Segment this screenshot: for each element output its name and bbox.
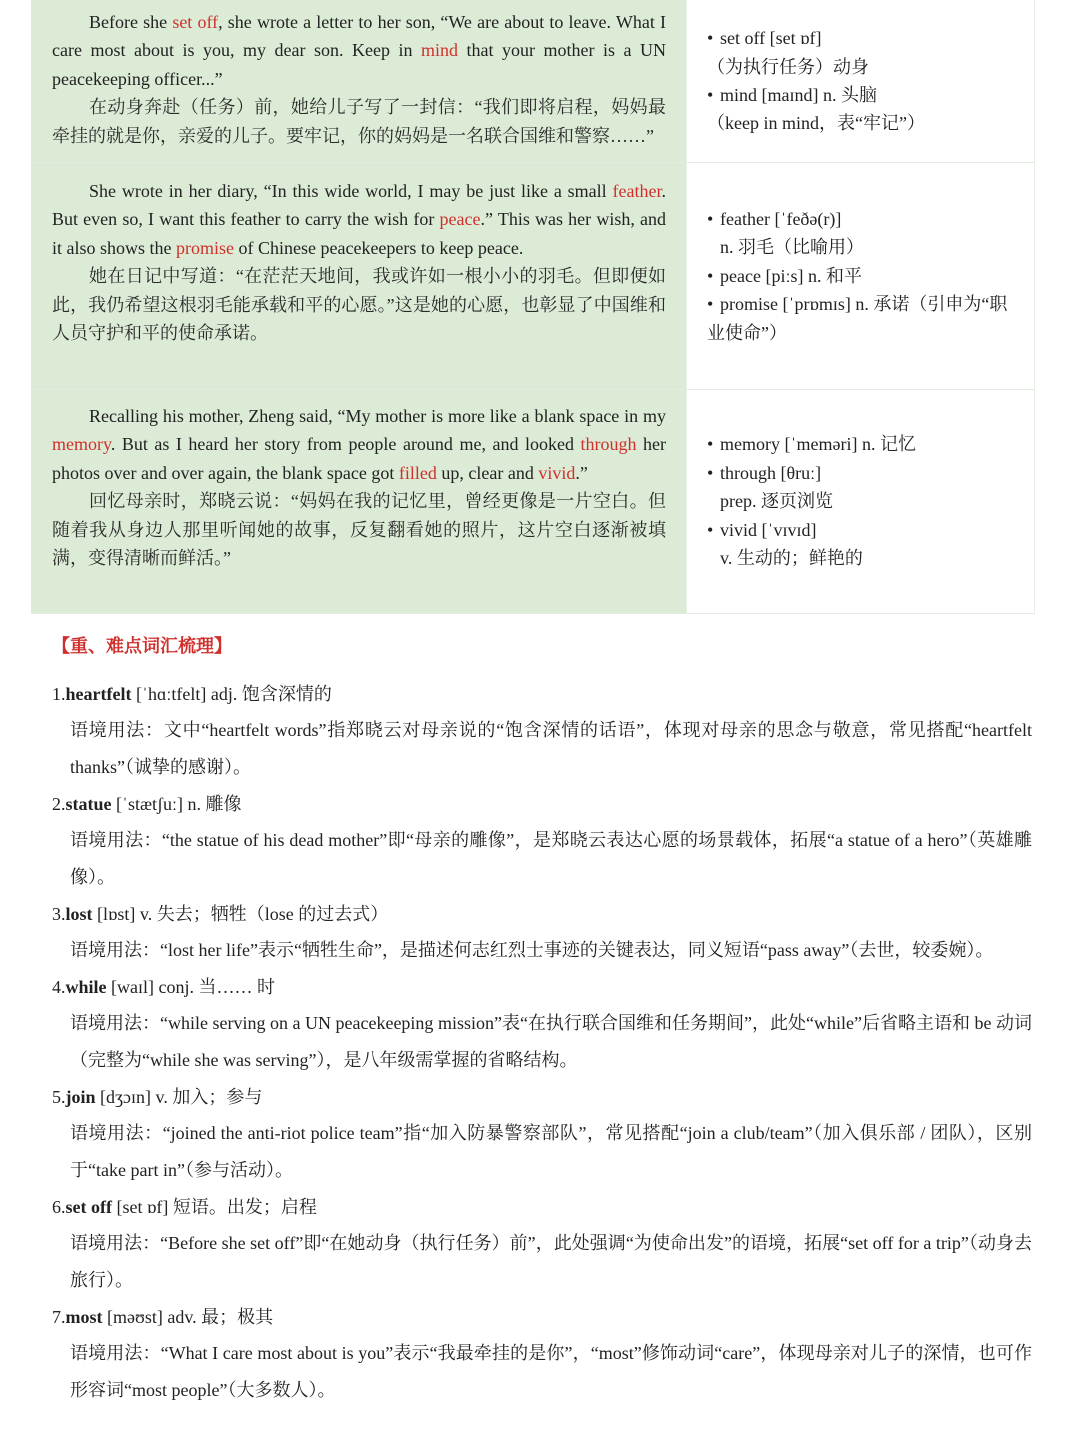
text-segment: of Chinese peacekeepers to keep peace. (234, 237, 524, 258)
vocab-text: mind [maɪnd] n. 头脑 (720, 85, 877, 105)
vocab-line (707, 53, 1024, 81)
highlighted-vocab-word: filled (398, 462, 437, 483)
text-segment: her photos over and over again, the blank space got (52, 434, 667, 483)
entry-number: 5. (52, 1087, 66, 1107)
text-cell (31, 0, 686, 162)
vocab-entry (52, 896, 1032, 969)
vocab-text: （keep in mind，表“牢记”） (707, 113, 925, 134)
entry-usage: 语境用法：“while serving on a UN peacekeeping mission”表“在执行联合国维和任务期间”，此处“while”后省略主语和 be 动词（完整为“while she was serving”），是八年级需掌握的省略结构。 (70, 1013, 1032, 1070)
vocab-text: （为执行任务）动身 (707, 56, 869, 77)
vocab-line (707, 459, 1024, 487)
vocab-entry-heading (52, 1189, 1032, 1225)
entry-definition: [ˈhɑːtfelt] adj. 饱含深情的 (131, 684, 332, 704)
highlighted-vocab-word: peace (439, 209, 481, 230)
highlighted-vocab-word: vivid (538, 462, 576, 483)
entry-usage: 语境用法：文中“heartfelt words”指郑晓云对母亲说的“饱含深情的话语”，体现对母亲的思念与敬意，常见搭配“heartfelt thanks”（诚挚的感谢）。 (70, 720, 1032, 777)
text-segment: Recalling his mother, Zheng said, “My mother is more like a blank space in my (89, 406, 666, 426)
entry-number: 2. (52, 794, 66, 814)
vocab-cell (686, 163, 1035, 389)
entry-word: statue (65, 794, 112, 814)
vocab-entry (52, 1299, 1032, 1409)
vocab-text: feather [ˈfeðə(r)] (720, 208, 842, 229)
vocab-text: v. 生动的；鲜艳的 (720, 548, 863, 569)
text-segment: , she wrote a letter to her son, “We are about to leave. What I care most about is you, my dear son. Keep in (52, 12, 666, 61)
vocab-line (707, 290, 1024, 347)
vocab-line (707, 516, 1024, 544)
vocab-text: set off [set ɒf] (720, 28, 822, 49)
entry-definition: [lɒst] v. 失去；牺牲（lose 的过去式） (92, 904, 389, 924)
bullet-icon: • (707, 294, 714, 315)
vocab-text: peace [piːs] n. 和平 (720, 265, 862, 286)
entry-definition: [waɪl] conj. 当…… 时 (106, 977, 275, 997)
vocab-line (707, 205, 1024, 233)
entry-definition: [set ɒf] 短语。出发；启程 (111, 1197, 317, 1217)
reading-row-1 (31, 0, 1035, 163)
vocab-entry (52, 1189, 1032, 1299)
highlighted-vocab-word: mind (420, 40, 458, 61)
text-cell (31, 163, 686, 389)
text-segment: up, clear and (436, 462, 539, 483)
vocab-line (707, 24, 1024, 52)
vocab-text: n. 羽毛（比喻用） (720, 237, 864, 258)
vocab-entry (52, 1079, 1032, 1189)
text-segment: . But as I heard her story from people around me, and looked (110, 434, 581, 455)
entry-usage: 语境用法：“joined the anti-riot police team”指“加入防暴警察部队”，常见搭配“join a club/team”（加入俱乐部 / 团队），区别于“take part in”（参与活动）。 (70, 1123, 1032, 1180)
highlighted-vocab-word: set off (172, 12, 219, 32)
entry-definition: [ˈstætʃuː] n. 雕像 (111, 794, 242, 814)
entry-number: 7. (52, 1307, 66, 1327)
english-paragraph (52, 8, 666, 93)
text-segment: that your mother is a UN peacekeeping officer...” (52, 40, 666, 89)
chinese-translation: 在动身奔赴（任务）前，她给儿子写了一封信：“我们即将启程，妈妈最牵挂的就是你，亲爱的儿子。要牢记，你的妈妈是一名联合国维和警察……” (52, 97, 666, 146)
entry-word: lost (65, 904, 93, 924)
vocab-line (707, 430, 1024, 458)
vocab-line (707, 233, 1024, 261)
bullet-icon: • (707, 28, 714, 49)
text-segment: .” (575, 462, 588, 483)
entry-word: while (65, 977, 107, 997)
english-paragraph (52, 177, 666, 262)
entry-word: most (65, 1307, 103, 1327)
entry-word: join (65, 1087, 96, 1107)
vocab-entry-heading (52, 676, 1032, 712)
english-paragraph (52, 402, 666, 487)
text-segment: She wrote in her diary, “In this wide world, I may be just like a small (89, 181, 613, 201)
bullet-icon: • (707, 462, 714, 483)
vocab-entry (52, 969, 1032, 1079)
vocab-line (707, 109, 1024, 137)
reading-row-3 (31, 390, 1035, 614)
section-title: 【重、难点词汇梳理】 (52, 636, 232, 657)
vocab-line (707, 81, 1024, 109)
entry-usage: 语境用法：“Before she set off”即“在她动身（执行任务）前”，此处强调“为使命出发”的语境，拓展“set off for a trip”（动身去旅行）。 (70, 1233, 1032, 1290)
bullet-icon: • (707, 434, 714, 455)
vocab-line (707, 262, 1024, 290)
vocab-cell (686, 0, 1035, 162)
vocab-entry-heading (52, 786, 1032, 822)
chinese-translation: 回忆母亲时，郑晓云说：“妈妈在我的记忆里，曾经更像是一片空白。但随着我从身边人那里听闻她的故事，反复翻看她的照片，这片空白逐渐被填满，变得清晰而鲜活。” (52, 491, 666, 569)
vocab-text: promise [ˈprɒmɪs] n. 承诺（引申为“职业使命”） (707, 294, 1008, 343)
vocab-entry (52, 676, 1032, 786)
vocab-text: vivid [ˈvɪvɪd] (720, 519, 817, 540)
vocab-text: through [θruː] (720, 462, 822, 483)
text-segment: .” This was her wish, and it also shows the (52, 209, 667, 258)
entry-usage: 语境用法：“the statue of his dead mother”即“母亲的雕像”，是郑晓云表达心愿的场景载体，拓展“a statue of a hero”（英雄雕像）。 (70, 830, 1032, 887)
vocab-line (707, 544, 1024, 572)
bullet-icon: • (707, 85, 714, 105)
reading-row-2 (31, 163, 1035, 390)
vocab-entry-heading (52, 969, 1032, 1005)
vocab-entry-heading (52, 1299, 1032, 1335)
vocab-text: memory [ˈmeməri] n. 记忆 (720, 434, 916, 455)
bullet-icon: • (707, 519, 714, 540)
bullet-icon: • (707, 265, 714, 286)
entry-number: 4. (52, 977, 66, 997)
highlighted-vocab-word: feather (612, 181, 662, 201)
highlighted-vocab-word: memory (52, 434, 111, 455)
entry-number: 3. (52, 904, 66, 924)
bullet-icon: • (707, 208, 714, 229)
entry-definition: [məʊst] adv. 最；极其 (102, 1307, 274, 1327)
bilingual-reading-table (31, 0, 1035, 614)
entry-usage: 语境用法：“lost her life”表示“牺牲生命”，是描述何志红烈士事迹的关键表达，同义短语“pass away”（去世，较委婉）。 (70, 940, 994, 960)
entry-word: set off (65, 1197, 112, 1217)
highlighted-vocab-word: through (580, 434, 637, 455)
text-segment: . But even so, I want this feather to carry the wish for (52, 181, 666, 230)
highlighted-vocab-word: promise (176, 237, 234, 258)
vocab-entry-heading (52, 896, 1032, 932)
entry-number: 1. (52, 684, 66, 704)
vocab-entry (52, 786, 1032, 896)
entry-word: heartfelt (65, 684, 132, 704)
entry-number: 6. (52, 1197, 66, 1217)
chinese-translation: 她在日记中写道：“在茫茫天地间，我或许如一根小小的羽毛。但即便如此，我仍希望这根羽毛能承载和平的心愿。”这是她的心愿，也彰显了中国维和人员守护和平的使命承诺。 (52, 266, 666, 344)
vocab-text: prep. 逐页浏览 (720, 491, 833, 512)
key-vocabulary-list (52, 676, 1032, 1409)
text-cell (31, 390, 686, 613)
vocab-cell (686, 390, 1035, 613)
text-segment: Before she (89, 12, 173, 32)
entry-definition: [dʒɔɪn] v. 加入；参与 (95, 1087, 263, 1107)
vocab-entry-heading (52, 1079, 1032, 1115)
entry-usage: 语境用法：“What I care most about is you”表示“我最牵挂的是你”，“most”修饰动词“care”，体现母亲对儿子的深情，也可作形容词“most people”（大多数人）。 (70, 1343, 1032, 1400)
vocab-line (707, 487, 1024, 515)
